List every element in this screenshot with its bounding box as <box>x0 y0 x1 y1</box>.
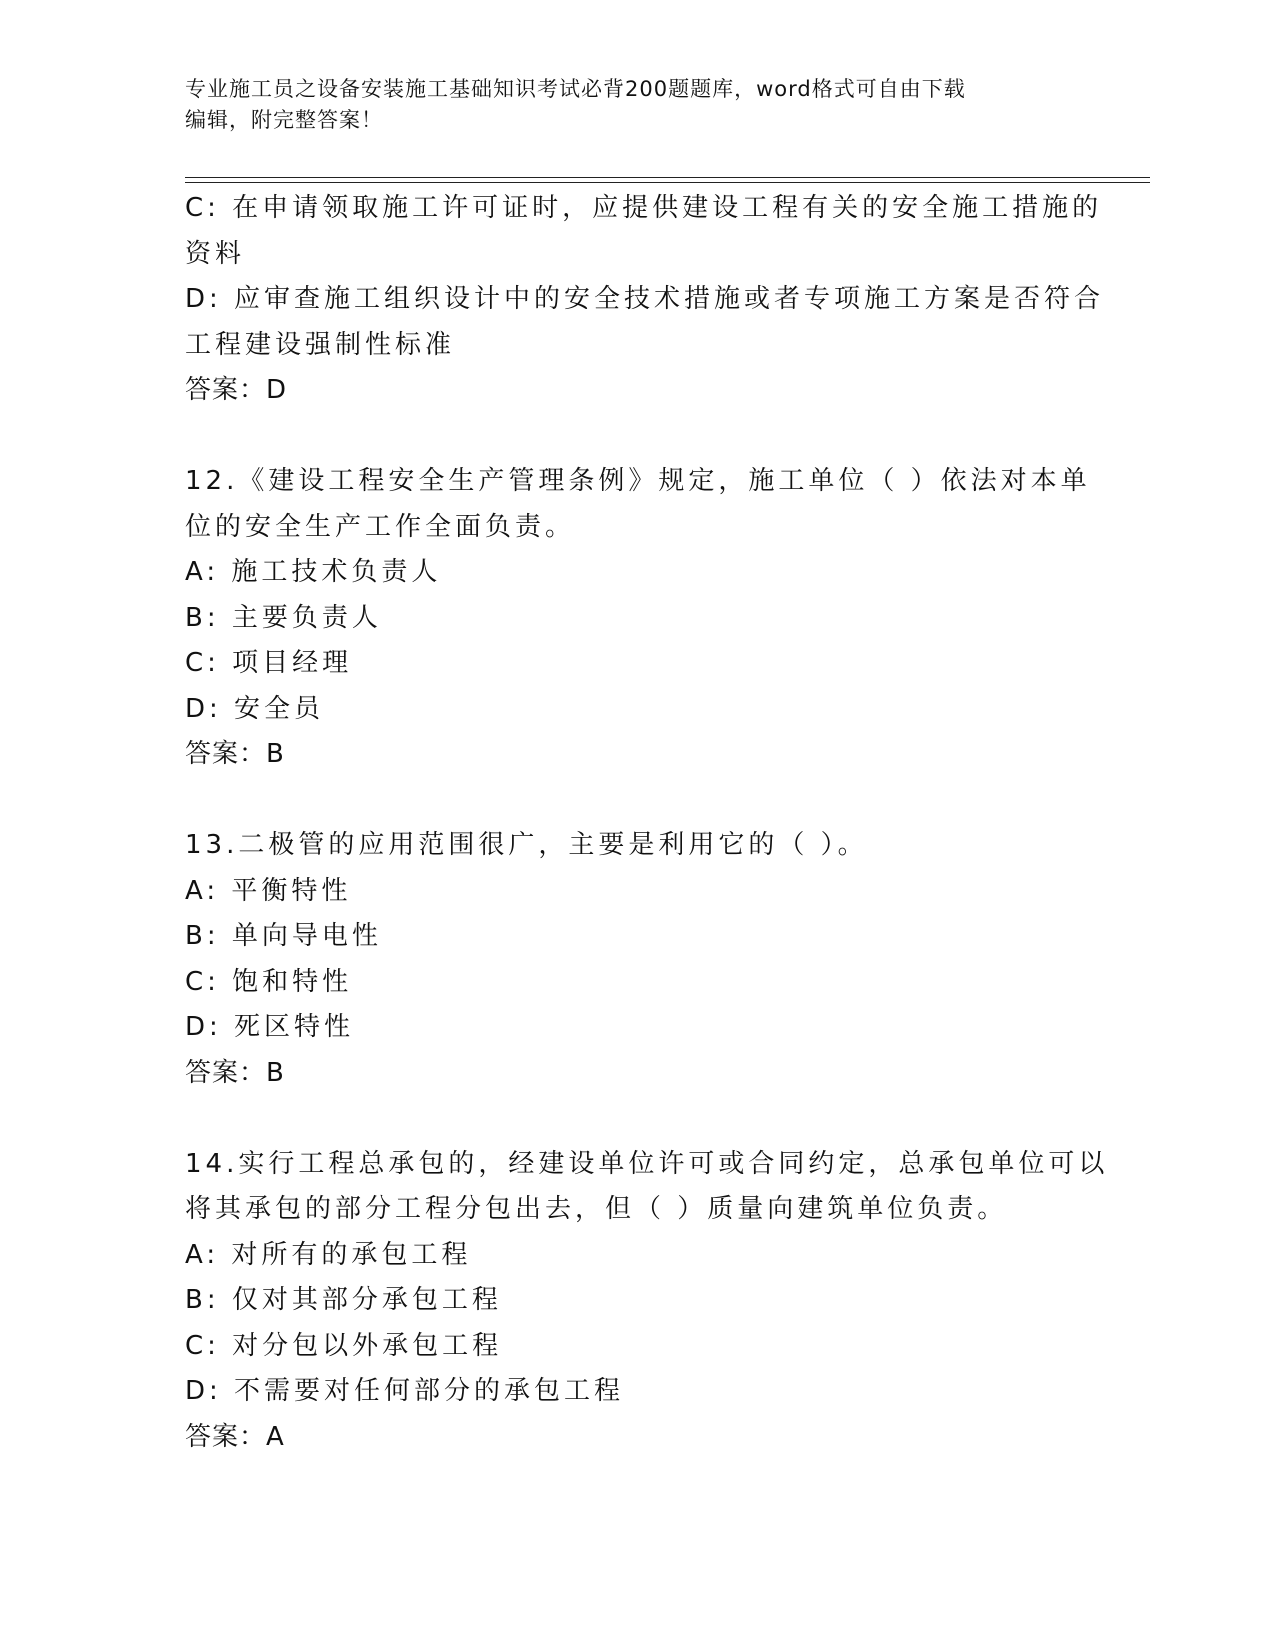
option-d-line-1: D: 应审查施工组织设计中的安全技术措施或者专项施工方案是否符合 <box>185 284 1105 314</box>
document-header <box>185 74 1065 136</box>
answer-line <box>185 1415 1085 1461</box>
option-c: C: 饱和特性 <box>185 966 353 997</box>
answer-value: D <box>266 375 288 405</box>
option-c-line-1: C: 在申请领取施工许可证时，应提供建设工程有关的安全施工措施的 <box>185 193 1103 223</box>
question-14 <box>185 1142 1109 1461</box>
question-text-line-1: 12.《建设工程安全生产管理条例》规定，施工单位（ ）依法对本单 <box>185 466 1091 496</box>
answer-value: B <box>266 1057 285 1088</box>
header-rule-bottom <box>185 182 1150 183</box>
option-c-line-2: 资料 <box>185 238 246 269</box>
answer-label: 答案： <box>185 739 267 769</box>
question-11-fragment <box>185 186 1105 414</box>
answer-line <box>185 1051 1085 1097</box>
answer-value: A <box>266 1421 285 1452</box>
question-text-line-1: 14.实行工程总承包的，经建设单位许可或合同约定，总承包单位可以 <box>185 1148 1109 1179</box>
option-b: B: 主要负责人 <box>185 602 382 633</box>
option-d: D: 不需要对任何部分的承包工程 <box>185 1376 625 1406</box>
question-13 <box>185 823 1085 1096</box>
header-line-1: 专业施工员之设备安装施工基础知识考试必背200题题库，word格式可自由下载 <box>185 77 966 101</box>
answer-label: 答案： <box>185 1421 267 1452</box>
spacer <box>185 1096 1085 1142</box>
spacer <box>185 778 1085 824</box>
answer-line <box>185 732 1085 778</box>
question-text-line-2: 将其承包的部分工程分包出去，但（ ）质量向建筑单位负责。 <box>185 1194 1008 1224</box>
answer-label: 答案： <box>185 375 267 405</box>
question-text-line-1: 13.二极管的应用范围很广，主要是利用它的（ ）。 <box>185 830 868 860</box>
option-a: A: 平衡特性 <box>185 875 352 906</box>
header-rule-top <box>185 177 1150 178</box>
option-a: A: 对所有的承包工程 <box>185 1239 472 1270</box>
question-text-line-2: 位的安全生产工作全面负责。 <box>185 511 576 542</box>
question-12 <box>185 459 1091 778</box>
answer-value: B <box>266 739 285 769</box>
option-d-line-2: 工程建设强制性标准 <box>185 329 456 360</box>
option-b: B: 单向导电性 <box>185 921 382 951</box>
spacer <box>185 414 1085 460</box>
option-d: D: 死区特性 <box>185 1012 355 1042</box>
option-b: B: 仅对其部分承包工程 <box>185 1285 502 1315</box>
question-content <box>185 186 1109 1460</box>
answer-line <box>185 368 1085 414</box>
header-line-2: 编辑，附完整答案！ <box>185 108 383 132</box>
option-c: C: 对分包以外承包工程 <box>185 1330 503 1361</box>
answer-label: 答案： <box>185 1057 267 1088</box>
option-c: C: 项目经理 <box>185 648 353 678</box>
option-a: A: 施工技术负责人 <box>185 557 442 587</box>
option-d: D: 安全员 <box>185 693 325 724</box>
